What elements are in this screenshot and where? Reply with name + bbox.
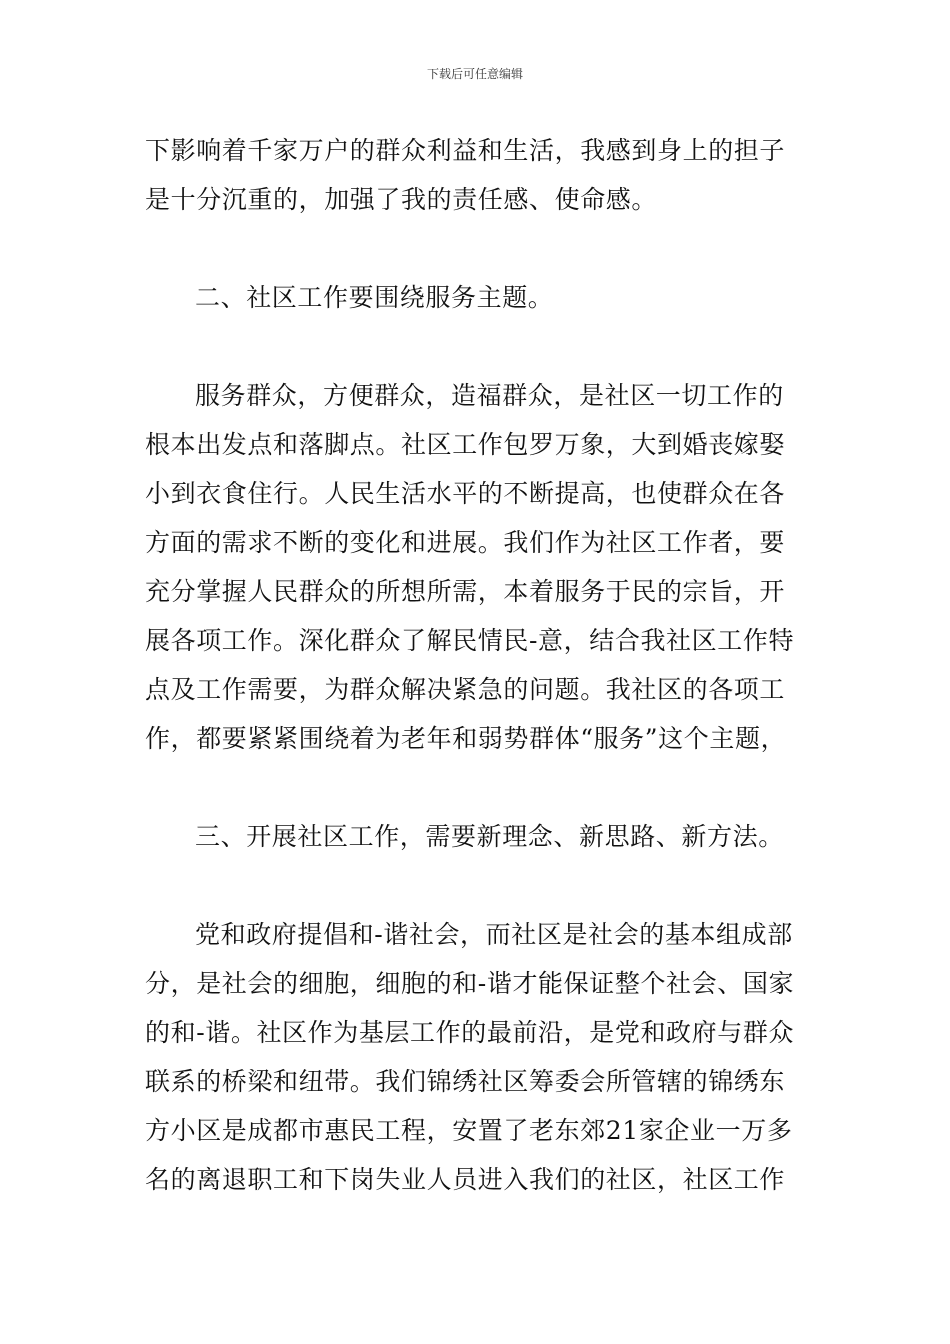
document-body xyxy=(145,126,815,1204)
paragraph-line: 名的离退职工和下岗失业人员进入我们的社区，社区工作 xyxy=(145,1165,786,1194)
paragraph-line: 展各项工作。深化群众了解民情民-意，结合我社区工作特 xyxy=(145,626,795,655)
section-heading: 三、开展社区工作，需要新理念、新思路、新方法。 xyxy=(195,822,784,851)
paragraph-line: 小到衣食住行。人民生活水平的不断提高，也使群众在各 xyxy=(145,479,786,508)
paragraph-line: 是十分沉重的，加强了我的责任感、使命感。 xyxy=(145,185,658,214)
paragraph-line: 作，都要紧紧围绕着为老年和弱势群体“服务”这个主题， xyxy=(145,724,787,753)
paragraph-line: 服务群众，方便群众，造福群众，是社区一切工作的 xyxy=(195,381,784,410)
paragraph-line: 方面的需求不断的变化和进展。我们作为社区工作者，要 xyxy=(145,528,786,557)
paragraph-line: 党和政府提倡和-谐社会，而社区是社会的基本组成部 xyxy=(195,920,793,949)
paragraph-line: 联系的桥梁和纽带。我们锦绣社区筹委会所管辖的锦绣东 xyxy=(145,1067,786,1096)
paragraph-line: 下影响着千家万户的群众利益和生活，我感到身上的担子 xyxy=(145,136,786,165)
paragraph-line: 充分掌握人民群众的所想所需，本着服务于民的宗旨，开 xyxy=(145,577,786,606)
paragraph-gap xyxy=(145,322,815,371)
paragraph-line: 分，是社会的细胞，细胞的和-谐才能保证整个社会、国家 xyxy=(145,969,795,998)
paragraph-line: 根本出发点和落脚点。社区工作包罗万象，大到婚丧嫁娶 xyxy=(145,430,786,459)
paragraph-line: 点及工作需要，为群众解决紧急的问题。我社区的各项工 xyxy=(145,675,786,704)
paragraph-line: 的和-谐。社区作为基层工作的最前沿，是党和政府与群众 xyxy=(145,1018,795,1047)
paragraph-gap xyxy=(145,861,815,910)
page-header: 下载后可任意编辑 xyxy=(426,67,523,81)
paragraph-gap xyxy=(145,224,815,273)
section-heading: 二、社区工作要围绕服务主题。 xyxy=(195,283,554,312)
paragraph-line: 方小区是成都市惠民工程，安置了老东郊21家企业一万多 xyxy=(145,1116,793,1145)
paragraph-gap xyxy=(145,763,815,812)
